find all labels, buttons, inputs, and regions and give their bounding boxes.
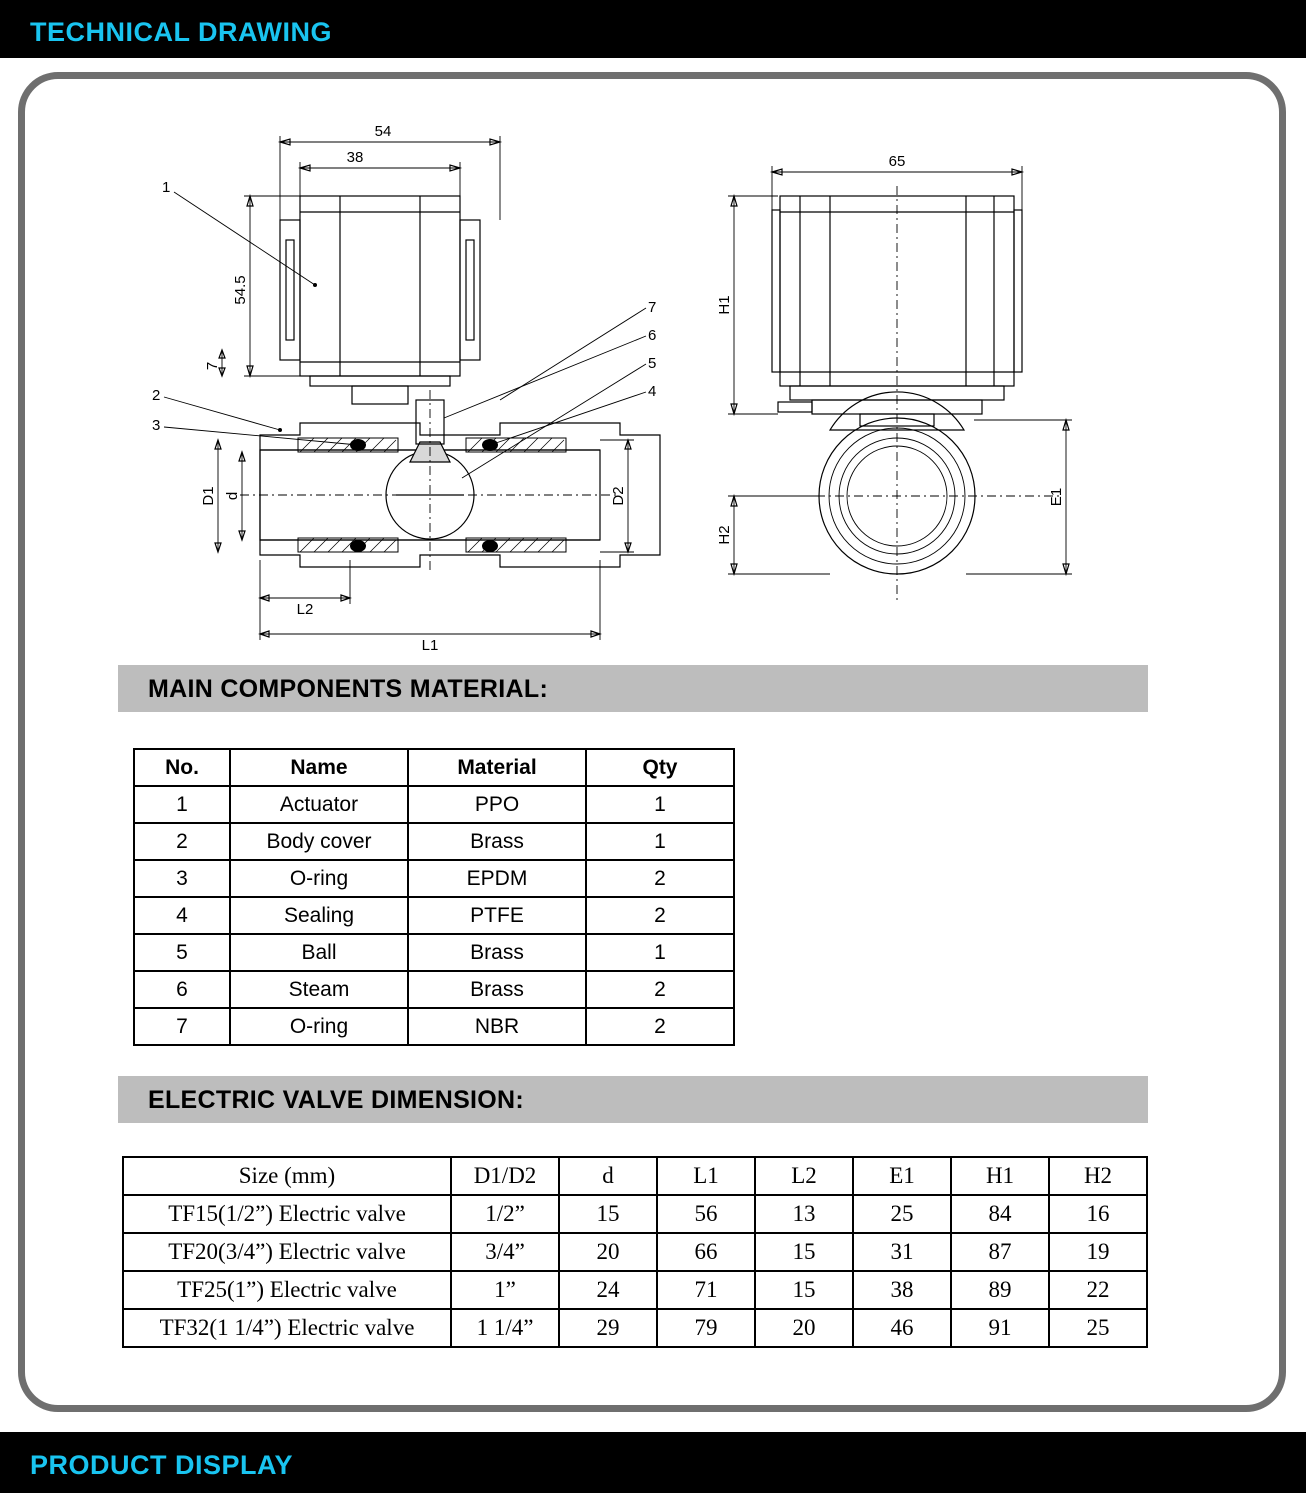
technical-drawing-banner [0, 0, 1306, 58]
cell-material: PPO [408, 786, 586, 823]
dimension-header-l1: L1 [657, 1157, 755, 1195]
cell-e1: 31 [853, 1233, 951, 1271]
table-header-row [134, 749, 734, 786]
dimension-header-e1: E1 [853, 1157, 951, 1195]
table-row [134, 823, 734, 860]
cell-h2: 16 [1049, 1195, 1147, 1233]
valve-technical-drawing [100, 100, 1220, 660]
cell-l1: 56 [657, 1195, 755, 1233]
cell-l2: 13 [755, 1195, 853, 1233]
main-components-table [133, 748, 735, 1046]
dim-D1: D1 [200, 486, 217, 506]
table-row [123, 1233, 1147, 1271]
cell-no: 7 [134, 1008, 230, 1045]
dim-7: 7 [204, 361, 221, 371]
cell-l2: 20 [755, 1309, 853, 1347]
dimension-header-d1d2: D1/D2 [451, 1157, 559, 1195]
table-header-row [123, 1157, 1147, 1195]
dimension-header-d: d [559, 1157, 657, 1195]
cell-no: 2 [134, 823, 230, 860]
callout-5: 5 [648, 355, 657, 372]
electric-valve-dimension-table [122, 1156, 1148, 1348]
dim-L2: L2 [296, 601, 314, 618]
cell-material: EPDM [408, 860, 586, 897]
cell-d: 15 [559, 1195, 657, 1233]
cell-material: Brass [408, 934, 586, 971]
technical-drawing-banner-label: TECHNICAL DRAWING [30, 17, 332, 47]
cell-e1: 25 [853, 1195, 951, 1233]
components-header-no: No. [134, 749, 230, 786]
dim-38: 38 [346, 149, 364, 166]
cell-size: TF32(1 1/4”) Electric valve [123, 1309, 451, 1347]
cell-d1d2: 1” [451, 1271, 559, 1309]
dim-L1: L1 [421, 637, 439, 654]
cell-qty: 2 [586, 1008, 734, 1045]
dim-65: 65 [888, 153, 906, 170]
cell-qty: 1 [586, 786, 734, 823]
cell-name: Steam [230, 971, 408, 1008]
dim-d: d [224, 491, 241, 501]
cell-no: 4 [134, 897, 230, 934]
dim-E1: E1 [1048, 487, 1065, 507]
cell-name: Actuator [230, 786, 408, 823]
cell-material: Brass [408, 971, 586, 1008]
electric-valve-dimension-section-bar [118, 1076, 1148, 1123]
main-components-section-bar [118, 665, 1148, 712]
table-row [134, 860, 734, 897]
cell-size: TF15(1/2”) Electric valve [123, 1195, 451, 1233]
cell-no: 5 [134, 934, 230, 971]
callout-7: 7 [648, 299, 657, 316]
callout-6: 6 [648, 327, 657, 344]
product-display-banner [0, 1432, 1306, 1493]
cell-h1: 89 [951, 1271, 1049, 1309]
cell-qty: 2 [586, 971, 734, 1008]
cell-qty: 2 [586, 897, 734, 934]
callout-3: 3 [152, 417, 161, 434]
cell-name: O-ring [230, 860, 408, 897]
callout-2: 2 [152, 387, 161, 404]
dimension-header-size: Size (mm) [123, 1157, 451, 1195]
cell-h2: 19 [1049, 1233, 1147, 1271]
cell-name: Body cover [230, 823, 408, 860]
table-row [123, 1309, 1147, 1347]
cell-name: Ball [230, 934, 408, 971]
table-row [134, 971, 734, 1008]
cell-d: 24 [559, 1271, 657, 1309]
cell-d1d2: 1/2” [451, 1195, 559, 1233]
cell-h2: 22 [1049, 1271, 1147, 1309]
cell-h2: 25 [1049, 1309, 1147, 1347]
cell-material: PTFE [408, 897, 586, 934]
components-header-name: Name [230, 749, 408, 786]
cell-qty: 1 [586, 823, 734, 860]
main-components-title: MAIN COMPONENTS MATERIAL: [148, 675, 549, 703]
dim-54-5: 54.5 [232, 275, 249, 305]
cell-l2: 15 [755, 1271, 853, 1309]
cell-d: 29 [559, 1309, 657, 1347]
callout-4: 4 [648, 383, 657, 400]
table-row [123, 1271, 1147, 1309]
table-row [134, 897, 734, 934]
cell-d: 20 [559, 1233, 657, 1271]
cell-l1: 71 [657, 1271, 755, 1309]
dimension-header-l2: L2 [755, 1157, 853, 1195]
cell-l1: 79 [657, 1309, 755, 1347]
cell-size: TF25(1”) Electric valve [123, 1271, 451, 1309]
electric-valve-dimension-title: ELECTRIC VALVE DIMENSION: [148, 1086, 525, 1114]
cell-h1: 91 [951, 1309, 1049, 1347]
cell-h1: 87 [951, 1233, 1049, 1271]
components-header-material: Material [408, 749, 586, 786]
cell-h1: 84 [951, 1195, 1049, 1233]
dim-H1: H1 [716, 295, 733, 315]
cell-l1: 66 [657, 1233, 755, 1271]
dimension-header-h1: H1 [951, 1157, 1049, 1195]
dim-D2: D2 [610, 486, 627, 506]
product-display-banner-label: PRODUCT DISPLAY [30, 1450, 294, 1480]
dim-H2: H2 [716, 525, 733, 545]
table-row [134, 786, 734, 823]
cell-no: 6 [134, 971, 230, 1008]
dimension-header-h2: H2 [1049, 1157, 1147, 1195]
cell-size: TF20(3/4”) Electric valve [123, 1233, 451, 1271]
cell-qty: 2 [586, 860, 734, 897]
cell-qty: 1 [586, 934, 734, 971]
cell-d1d2: 1 1/4” [451, 1309, 559, 1347]
cell-no: 1 [134, 786, 230, 823]
callout-1: 1 [162, 179, 171, 196]
cell-no: 3 [134, 860, 230, 897]
table-row [134, 1008, 734, 1045]
cell-e1: 46 [853, 1309, 951, 1347]
cell-material: NBR [408, 1008, 586, 1045]
cell-name: Sealing [230, 897, 408, 934]
components-header-qty: Qty [586, 749, 734, 786]
cell-material: Brass [408, 823, 586, 860]
table-row [134, 934, 734, 971]
cell-e1: 38 [853, 1271, 951, 1309]
cell-d1d2: 3/4” [451, 1233, 559, 1271]
cell-name: O-ring [230, 1008, 408, 1045]
cell-l2: 15 [755, 1233, 853, 1271]
table-row [123, 1195, 1147, 1233]
dim-54: 54 [374, 123, 392, 140]
